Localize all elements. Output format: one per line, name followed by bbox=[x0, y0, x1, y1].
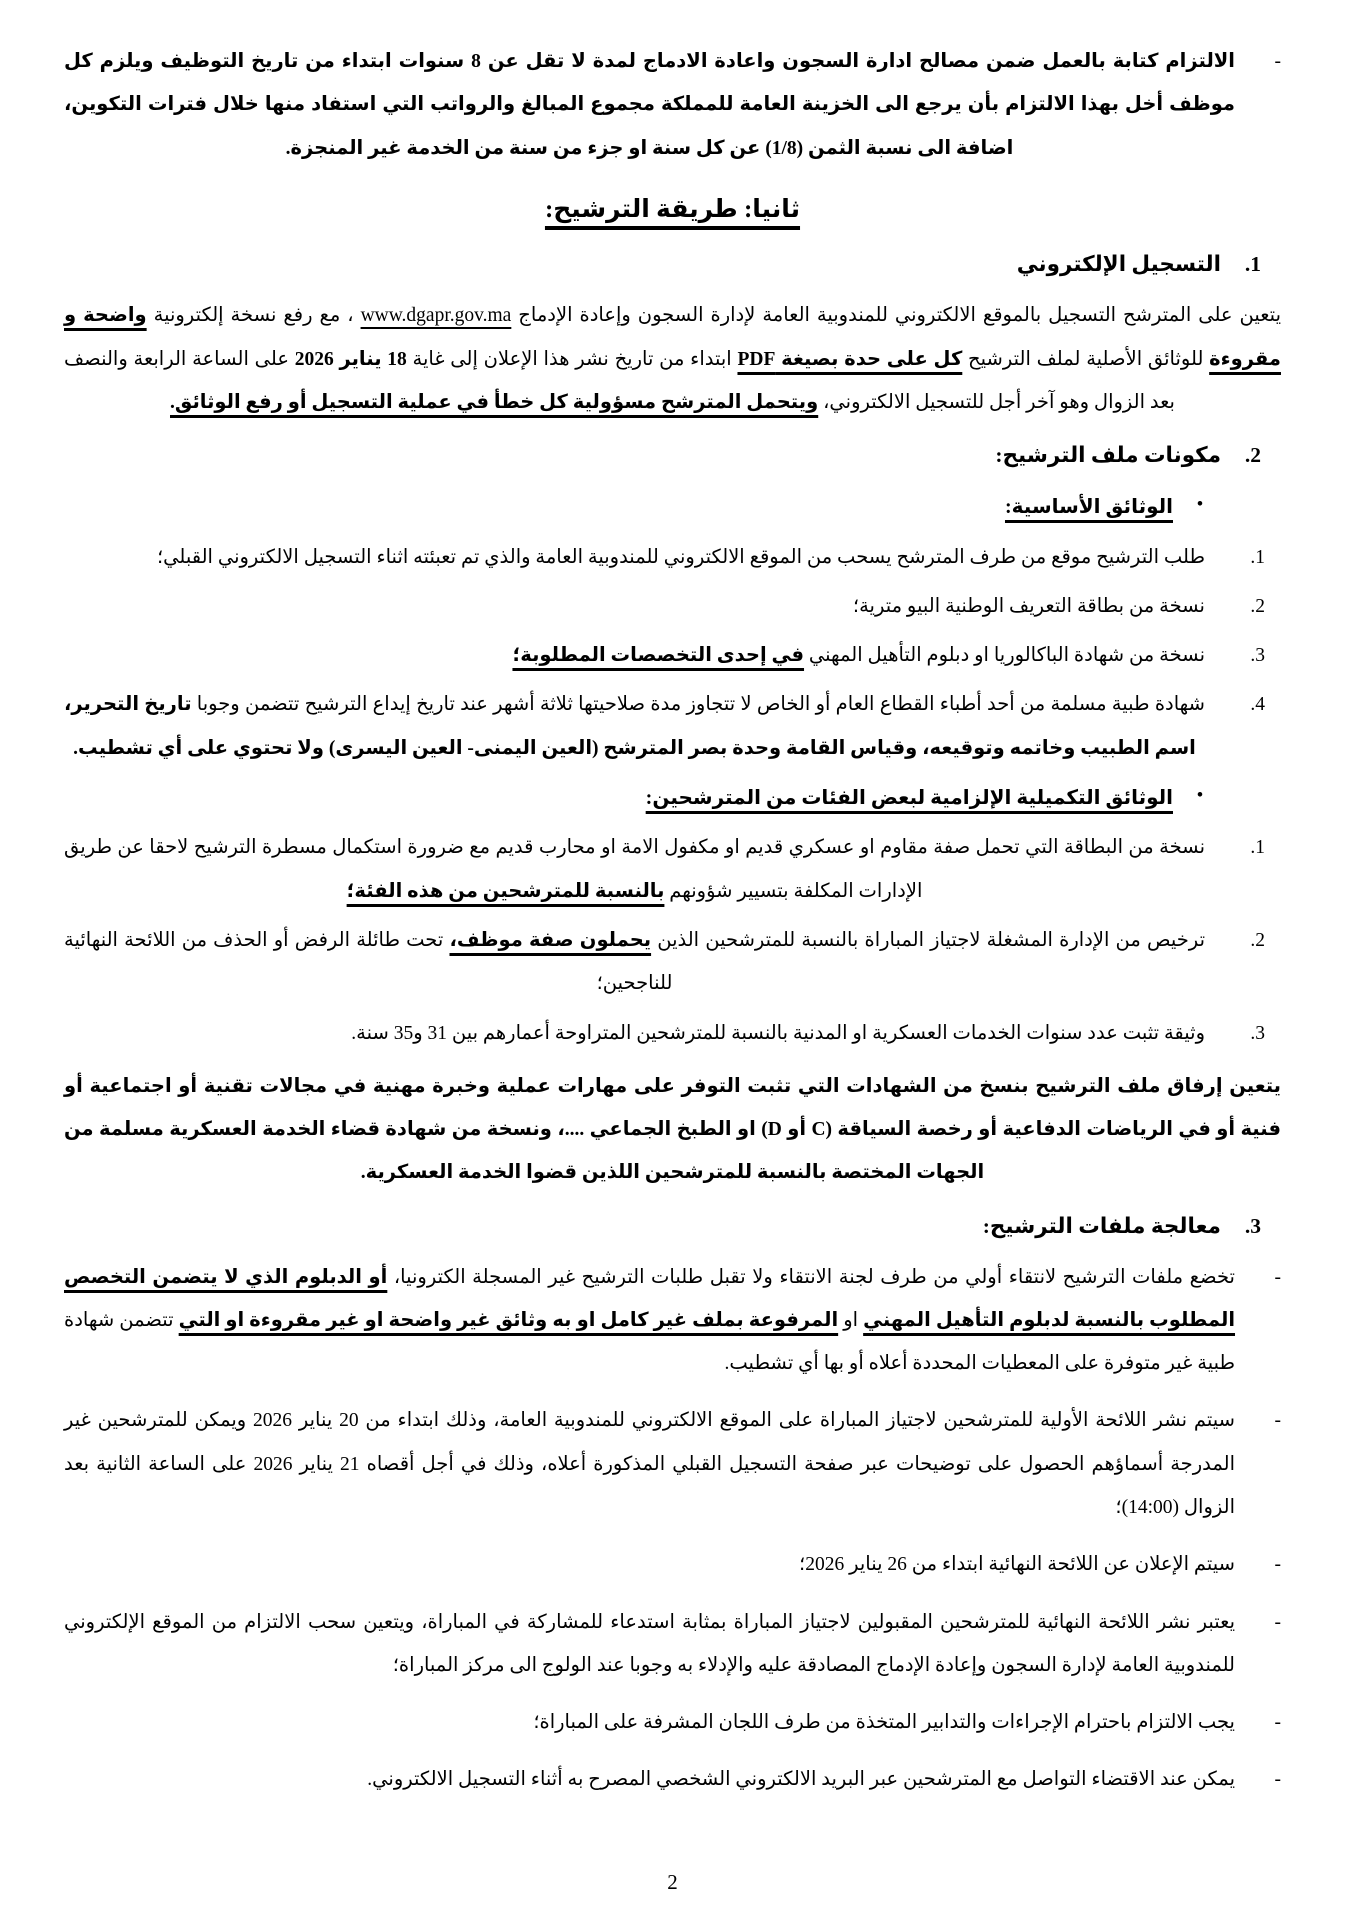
heading-number: 1. bbox=[1244, 252, 1261, 277]
text-run: سيتم الإعلان عن اللائحة النهائية ابتداء من 26 يناير 2026؛ bbox=[799, 1554, 1235, 1576]
item-text bbox=[64, 919, 1205, 1006]
text-run: وثيقة تثبت عدد سنوات الخدمات العسكرية او المدنية بالنسبة للمترشحين المتراوحة أعمارهم بين 31 و35 سنة. bbox=[351, 1022, 1205, 1044]
heading-file-components bbox=[64, 434, 1281, 477]
text-run: الالتزام كتابة بالعمل ضمن مصالح ادارة السجون واعادة الادماج لمدة لا تقل عن 8 سنوات ابتداء من تاريخ التوظيف ويلزم كل موظف أخل بهذا الالتزام بأن يرجع الى الخزينة العامة للمملكة مجموع المبالغ والرواتب التي استفاد منها خلال فترات التكوين، اضافة الى نسبة الثمن (1/8) عن كل سنة او جزء من سنة من الخدمة غير المنجزة. bbox=[64, 51, 1235, 159]
list-item bbox=[64, 1256, 1281, 1386]
item-text bbox=[64, 826, 1205, 913]
list-item bbox=[64, 1399, 1281, 1529]
text-run: تتضمن شهادة طبية غير متوفرة على المعطيات المحددة أعلاه أو بها أي تشطيب. bbox=[64, 1309, 1235, 1375]
text-run: ابتداء من تاريخ نشر هذا الإعلان إلى غاية bbox=[406, 348, 738, 370]
text-run: نسخة من البطاقة التي تحمل صفة مقاوم او عسكري قديم او مكفول الامة او محارب قديم مع ضرورة استكمال مسطرة الترشيح لاحقا عن طريق الإدارات المكلفة بتسيير شؤونهم bbox=[64, 837, 1205, 902]
text-run-emphasis: بالنسبة للمترشحين من هذه الفئة؛ bbox=[346, 880, 665, 902]
item-number: 2. bbox=[1250, 595, 1265, 617]
text-run: يتعين على المترشح التسجيل بالموقع الالكتروني للمندوبية العامة لإدارة السجون وإعادة الإدماج bbox=[511, 305, 1281, 327]
list-item bbox=[64, 585, 1265, 628]
text-run-emphasis: كل على حدة بصيغة PDF bbox=[737, 348, 963, 370]
text-run: تخضع ملفات الترشيح لانتقاء أولي من طرف لجنة الانتقاء ولا تقبل طلبات الترشيح غير المسجلة الكترونيا، bbox=[387, 1266, 1235, 1288]
heading-file-processing bbox=[64, 1205, 1281, 1248]
processing-items-list bbox=[64, 1256, 1281, 1802]
bullet-icon: • bbox=[1197, 784, 1203, 804]
list-item bbox=[64, 1012, 1265, 1055]
text-run: يمكن عند الاقتضاء التواصل مع المترشحين عبر البريد الالكتروني الشخصي المصرح به أثناء التسجيل الالكتروني. bbox=[367, 1769, 1235, 1791]
text-run: ترخيص من الإدارة المشغلة لاجتياز المباراة بالنسبة للمترشحين الذين bbox=[651, 929, 1205, 951]
heading-title: التسجيل الإلكتروني bbox=[1016, 252, 1221, 277]
item-text bbox=[64, 1701, 1235, 1744]
item-number: 1. bbox=[1250, 837, 1265, 859]
text-run: تحت طائلة الرفض أو الحذف من اللائحة النهائية للناجحين؛ bbox=[64, 929, 673, 995]
item-number: 1. bbox=[1250, 546, 1265, 568]
heading-title: مكونات ملف الترشيح: bbox=[995, 443, 1221, 468]
intro-obligation-item bbox=[64, 40, 1281, 170]
section-heading-text: ثانيا: طريقة الترشيح: bbox=[544, 195, 801, 223]
dash-marker: - bbox=[1274, 1266, 1281, 1288]
text-run: يعتبر نشر اللائحة النهائية للمترشحين المقبولين لاجتياز المباراة بمثابة استدعاء للمشاركة في المباراة، ويتعين سحب الالتزام من الموقع الإلكتروني للمندوبية العامة لإدارة السجون وإعادة الإدماج المصادقة عليه والإدلاء به وجوبا عند الولوج الى مركز المباراة؛ bbox=[64, 1611, 1235, 1676]
list-item bbox=[64, 826, 1265, 913]
dash-marker: - bbox=[1274, 1410, 1281, 1432]
supplementary-documents-list bbox=[64, 826, 1281, 1054]
text-run: او bbox=[838, 1309, 864, 1331]
dash-marker: - bbox=[1274, 1554, 1281, 1576]
text-run: على الساعة الرابعة والنصف بعد الزوال وهو آخر أجل للتسجيل الالكتروني، bbox=[64, 348, 1175, 413]
heading-number: 3. bbox=[1244, 1213, 1261, 1238]
item-text bbox=[64, 585, 1205, 628]
list-item bbox=[64, 536, 1265, 579]
text-run-emphasis: أو الدبلوم الذي لا يتضمن التخصص المطلوب بالنسبة لدبلوم التأهيل المهني bbox=[64, 1266, 1236, 1331]
skills-certificates-note bbox=[64, 1065, 1281, 1195]
heading-electronic-registration bbox=[64, 243, 1281, 286]
item-text bbox=[64, 1601, 1235, 1688]
text-run-emphasis: واضحة و مقروءة bbox=[64, 305, 1281, 370]
heading-number: 2. bbox=[1244, 443, 1261, 468]
text-run-emphasis: ويتحمل المترشح مسؤولية كل خطأ في عملية التسجيل أو رفع الوثائق. bbox=[170, 391, 819, 413]
text-run: سيتم نشر اللائحة الأولية للمترشحين لاجتياز المباراة على الموقع الالكتروني للمندوبية العامة، وذلك ابتداء من 20 يناير 2026 ويمكن للمترشحين غير المدرجة أسماؤهم الحصول على توضيحات عبر صفحة التسجيل القبلي المذكورة أعلاه، وذلك في أجل أقصاه 21 يناير 2026 على الساعة الثانية بعد الزوال (14:00)؛ bbox=[64, 1410, 1236, 1519]
list-item bbox=[64, 683, 1265, 770]
item-number: 2. bbox=[1250, 929, 1265, 951]
subheading-text: الوثائق الأساسية: bbox=[1004, 496, 1173, 519]
text-run: شهادة طبية مسلمة من أحد أطباء القطاع العام أو الخاص لا تتجاوز مدة صلاحيتها ثلاثة أشهر عند تاريخ إيداع الترشيح تتضمن وجوبا bbox=[191, 694, 1205, 716]
list-item bbox=[64, 1543, 1281, 1586]
intro-obligation-text bbox=[64, 40, 1235, 170]
text-run: ، مع رفع نسخة إلكترونية bbox=[146, 305, 361, 327]
list-item bbox=[64, 1601, 1281, 1688]
item-number: 3. bbox=[1250, 1022, 1265, 1044]
list-item bbox=[64, 634, 1265, 677]
dash-marker: - bbox=[1274, 1769, 1281, 1791]
item-text bbox=[64, 536, 1205, 579]
item-text bbox=[64, 1399, 1235, 1529]
item-text bbox=[64, 1012, 1205, 1055]
registration-paragraph bbox=[64, 294, 1281, 424]
item-text bbox=[64, 1256, 1235, 1386]
list-item bbox=[64, 1758, 1281, 1801]
text-run-emphasis: يحملون صفة موظف، bbox=[449, 929, 652, 951]
bullet-icon: • bbox=[1197, 494, 1203, 514]
text-run-emphasis: في إحدى التخصصات المطلوبة؛ bbox=[512, 645, 805, 667]
dash-marker: - bbox=[1274, 51, 1281, 72]
item-text bbox=[64, 1543, 1235, 1586]
heading-title: معالجة ملفات الترشيح: bbox=[982, 1213, 1221, 1238]
basic-documents-list bbox=[64, 536, 1281, 770]
text-run: نسخة من بطاقة التعريف الوطنية البيو مترية؛ bbox=[852, 595, 1205, 617]
basic-documents-subheading bbox=[64, 485, 1281, 529]
section-heading bbox=[64, 186, 1281, 234]
page-number: 2 bbox=[667, 1869, 678, 1894]
item-number: 4. bbox=[1250, 694, 1265, 716]
text-run: يجب الالتزام باحترام الإجراءات والتدابير المتخذة من طرف اللجان المشرفة على المباراة؛ bbox=[533, 1712, 1235, 1734]
list-item bbox=[64, 1701, 1281, 1744]
item-number: 3. bbox=[1250, 645, 1265, 667]
supplementary-documents-subheading bbox=[64, 776, 1281, 820]
text-run-bold: تاريخ التحرير، اسم الطبيب وخاتمه وتوقيعه، وقياس القامة وحدة بصر المترشح (العين اليمنى- العين اليسرى) ولا تحتوي على أي تشطيب. bbox=[64, 694, 1196, 759]
item-text bbox=[64, 1758, 1235, 1801]
website-link: www.dgapr.gov.ma bbox=[360, 305, 512, 327]
list-item bbox=[64, 919, 1265, 1006]
item-text bbox=[64, 683, 1205, 770]
text-run-emphasis: المرفوعة بملف غير كامل او به وثائق غير واضحة او غير مقروءة او التي bbox=[178, 1309, 839, 1331]
dash-marker: - bbox=[1274, 1712, 1281, 1734]
dash-marker: - bbox=[1274, 1611, 1281, 1633]
deadline-date: 18 يناير 2026 bbox=[294, 348, 407, 370]
text-run: للوثائق الأصلية لملف الترشيح bbox=[962, 348, 1210, 370]
text-run: نسخة من شهادة الباكالوريا او دبلوم التأهيل المهني bbox=[804, 645, 1205, 667]
text-run: طلب الترشيح موقع من طرف المترشح يسحب من الموقع الالكتروني للمندوبية العامة والذي تم تعبئته اثناء التسجيل الالكتروني القبلي؛ bbox=[156, 546, 1205, 568]
text-run: يتعين إرفاق ملف الترشيح بنسخ من الشهادات التي تثبت التوفر على مهارات عملية وخبرة مهنية في مجالات تقنية أو اجتماعية أو فنية أو في الرياضات الدفاعية أو رخصة السياقة (C أو D) او الطبخ الجماعي ....، ونسخة من شهادة قضاء الخدمة العسكرية مسلمة من الجهات المختصة بالنسبة للمترشحين اللذين قضوا الخدمة العسكرية. bbox=[64, 1075, 1281, 1184]
item-text bbox=[64, 634, 1205, 677]
subheading-text: الوثائق التكميلية الإلزامية لبعض الفئات من المترشحين: bbox=[645, 786, 1173, 809]
